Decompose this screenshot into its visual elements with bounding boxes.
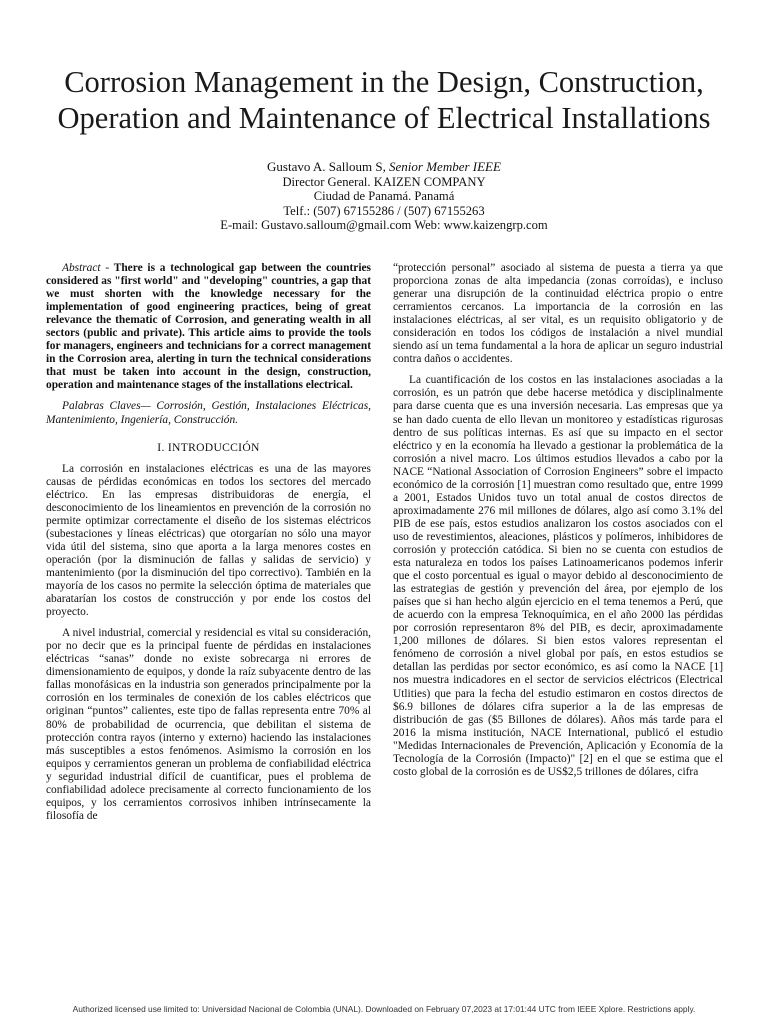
abstract	[46, 262, 371, 392]
body-paragraph: La cuantificación de los costos en las instalaciones asociadas a la corrosión, es un patrón que debe hacerse metódica y disciplinalmente para darse cuenta que es una inversión necesaria. Las empresas que ya se han dado cuenta de ello llevan un monitoreo y estadísticas rigurosas dentro de sus políticas internas. Es así que su impacto en el sector eléctrico y en la economía ha llevado a gestionar la problemática de la corrosión a nivel macro. Los últimos estudios llevados a cabo por la NACE “National Association of Corrosion Engineers” sobre el impacto económico de la corrosión [1] muestran como resultado que, entre 1999 a 2001, Estados Unidos tuvo un total anual de costos directos de aproximadamente 276 mil millones de dólares, algo así como 3.1% del PIB de ese país, estos estudios analizaron los costos asociados con el uso de revestimientos, aleaciones, plásticos y polímeros, inhibidores de corrosión y protección catódica. Si bien no se cuenta con estudios de esta naturaleza en todos los países Latinoamericanos podemos inferir que el costo porcentual es igual o mayor debido al desconocimiento de las estrategias de gestión y prevención del área, por ejemplo de los países que si han hecho algún ejercicio en el tema tenemos a Perú, que de acuerdo con la empresa Teknoquímica, en el año 2000 las pérdidas por corrosión representaron 8% del PIB, es decir, aproximadamente 1,200 millones de dólares. Si bien estos valores representan el fenómeno de corrosión a nivel global por país, en estos estudios se detallan las perdidas por sector económico, es así como la NACE [1] nos muestra indicadores en el sector de servicios eléctricos (Electrical Utlities) que para la fecha del estudio estimaron en costos directos de $6.9 billones de dólares cifra superior a la de las empresas de distribución de gas ($5 Billones de dólares). Años más tarde para el 2016 la misma institución, NACE International, publicó el estudio "Medidas Internacionales de Prevención, Aplicación y Economía de la Tecnología de la Corrosión (Impacto)" [2] en el que se estima que el costo global de la corrosión es de US$2,5 trillones de dólares, cifra	[393, 374, 723, 778]
body-paragraph: La corrosión en instalaciones eléctricas es una de las mayores causas de pérdidas económicas en todos los sectores del mercado eléctrico. En las empresas distribuidoras de energía, el desconocimiento de los lineamientos en prevención de la corrosión no permite optimizar correctamente el diseño de los sistemas eléctricos (subestaciones y líneas eléctricas) que otorgarían no sólo una mayor vida útil del sistema, sino que aporta a la larga menores costes en operación (por la disminución de fallas y salidas de servicio) y mantenimiento (por la disminución del tipo correctivo). También en la mayoría de los casos no permite la selección óptima de materiales que abaratarían los costos de construcción y por ende los costos del proyecto.	[46, 462, 371, 619]
section-heading-introduccion: I. INTRODUCCIÓN	[157, 440, 260, 454]
abstract-text: There is a technological gap between the countries considered as "first world" and "developing" countries, a gap that we must shorten with the knowledge necessary for the implementation of good engineering practices, being of great relevance the thematic of Corrosion, and generating wealth in all sectors (public and private). This article aims to provide the tools for managers, engineers and technicians for a correct management in the Corrosion area, alerting in turn the technical considerations that must be taken into account in the design, construction, operation and maintenance stages of the installations electrical.	[46, 262, 371, 392]
author-role: Senior Member IEEE	[389, 159, 501, 174]
right-column	[393, 262, 723, 779]
contact-line: E-mail: Gustavo.salloum@gmail.com Web: www.kaizengrp.com	[220, 218, 548, 232]
keywords-text: Corrosión, Gestión, Instalaciones Eléctricas, Mantenimiento, Ingeniería, Construcción.	[46, 400, 371, 426]
body-paragraph: A nivel industrial, comercial y residencial es vital su consideración, por no decir que es la principal fuente de pérdidas en instalaciones eléctricas “sanas” donde no existe sobrecarga ni errores de dimensionamiento de equipos, y donde la raíz subyacente dentro de las fallas monofásicas en la industria son generados principalmente por la corrosión en los terminales de conexión de los cables eléctricos que originan “puntos” calientes, este tipo de fallas representa entre 70% al 80% de probabilidad de ocurrencia, que debilitan el sistema de protección contra rayos (interno y externo) haciendo las instalaciones más susceptibles a estos fenómenos. Asimismo la corrosión en los equipos y cerramientos generan un problema de confiabilidad eléctrica y seguridad industrial difícil de cuantificar, pues el problema de confiabilidad adolece precisamente al correcto funcionamiento de los equipos, y los cerramientos corrosivos inhiben intrínsecamente la filosofía de	[46, 627, 371, 822]
keywords-label: Palabras Claves—	[62, 400, 151, 413]
affiliation-line-2: Ciudad de Panamá. Panamá	[313, 189, 455, 203]
abstract-label: Abstract -	[62, 262, 110, 274]
affiliation-line-1: Director General. KAIZEN COMPANY	[282, 174, 486, 189]
author-block	[30, 160, 738, 233]
author-name: Gustavo A. Salloum S,	[267, 159, 386, 174]
paper-title: Corrosion Management in the Design, Construction, Operation and Maintenance of Electrical Installations	[57, 65, 711, 135]
phone-line: Telf.: (507) 67155286 / (507) 67155263	[283, 203, 485, 218]
left-column	[46, 262, 371, 823]
body-paragraph: “protección personal” asociado al sistema de puesta a tierra ya que proporciona zonas de alta impedancia (zonas corroídas), e incluso generar una disrupción de la continuidad eléctrica propio o entre cerramientos cercanos. La importancia de la corrosión en las instalaciones eléctricas, al ser vital, es un requisito obligatorio y de consideración en todos los códigos de instalación a nivel mundial siendo así un tema fundamental a la hora de aplicar un seguro industrial contra daños o accidentes.	[393, 262, 723, 366]
keywords	[46, 400, 371, 426]
license-footer: Authorized licensed use limited to: Universidad Nacional de Colombia (UNAL). Downloaded on February 07,2023 at 17:01:44 UTC from IEEE Xplore. Restrictions apply.	[72, 1004, 696, 1014]
